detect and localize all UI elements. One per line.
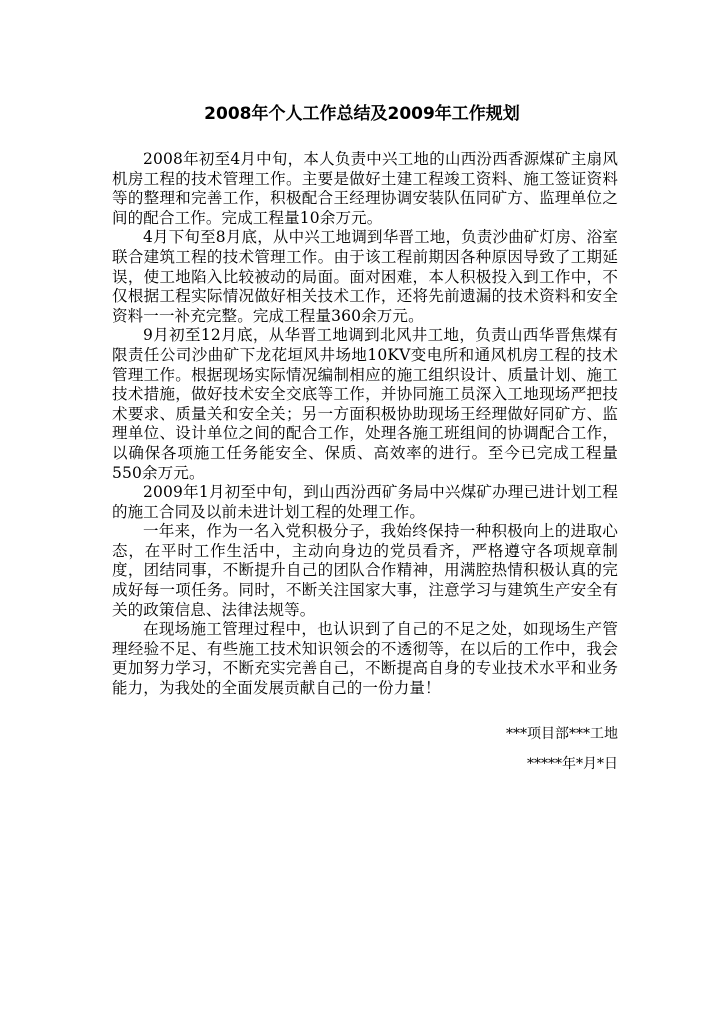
paragraph-2009-jan: 2009年1月初至中旬，到山西汾西矿务局中兴煤矿办理已进计划工程的施工合同及以前未进计划工程的处理工作。: [112, 483, 618, 521]
paragraph-apr-aug: 4月下旬至8月底，从中兴工地调到华晋工地，负责沙曲矿灯房、浴室联合建筑工程的技术管理工作。由于该工程前期因各种原因导致了工期延误，使工地陷入比较被动的局面。面对困难，本人积极投入到工作中，不仅根据工程实际情况做好相关技术工作，还将先前遗漏的技术资料和安全资料一一补充完整。完成工程量360余万元。: [112, 228, 618, 325]
paragraph-shortcomings: 在现场施工管理过程中，也认识到了自己的不足之处，如现场生产管理经验不足、有些施工技术知识领会的不透彻等，在以后的工作中，我会更加努力学习，不断充实完善自己，不断提高自身的专业技术水平和业务能力，为我处的全面发展贡献自己的一份力量！: [112, 620, 618, 698]
signature-date: *****年*月*日: [527, 756, 618, 772]
paragraph-sep-dec: 9月初至12月底，从华晋工地调到北风井工地，负责山西华晋焦煤有限责任公司沙曲矿下龙花垣风井场地10KV变电所和通风机房工程的技术管理工作。根据现场实际情况编制相应的施工组织设计、质量计划、施工技术措施，做好技术安全交底等工作，并协同施工员深入工地现场严把技术要求、质量关和安全关；另一方面积极协助现场王经理做好同矿方、监理单位、设计单位之间的配合工作，处理各施工班组间的协调配合工作，以确保各项施工任务能安全、保质、高效率的进行。至今已完成工程量550余万元。: [112, 326, 618, 482]
document-body: [112, 150, 618, 699]
paragraph-jan-apr: 2008年初至4月中旬，本人负责中兴工地的山西汾西香源煤矿主扇风机房工程的技术管理工作。主要是做好土建工程竣工资料、施工签证资料等的整理和完善工作，积极配合王经理协调安装队伍同矿方、监理单位之间的配合工作。完成工程量10余万元。: [112, 150, 618, 227]
signature-unit: ***项目部***工地: [506, 726, 618, 742]
paragraph-year-review: 一年来，作为一名入党积极分子，我始终保持一种积极向上的进取心态，在平时工作生活中，主动向身边的党员看齐，严格遵守各项规章制度，团结同事，不断提升自己的团队合作精神，用满腔热情积极认真的完成好每一项任务。同时，不断关注国家大事，注意学习与建筑生产安全有关的政策信息、法律法规等。: [112, 522, 618, 619]
signature-block: [506, 719, 618, 779]
document-title: 2008年个人工作总结及2009年工作规划: [204, 104, 520, 124]
